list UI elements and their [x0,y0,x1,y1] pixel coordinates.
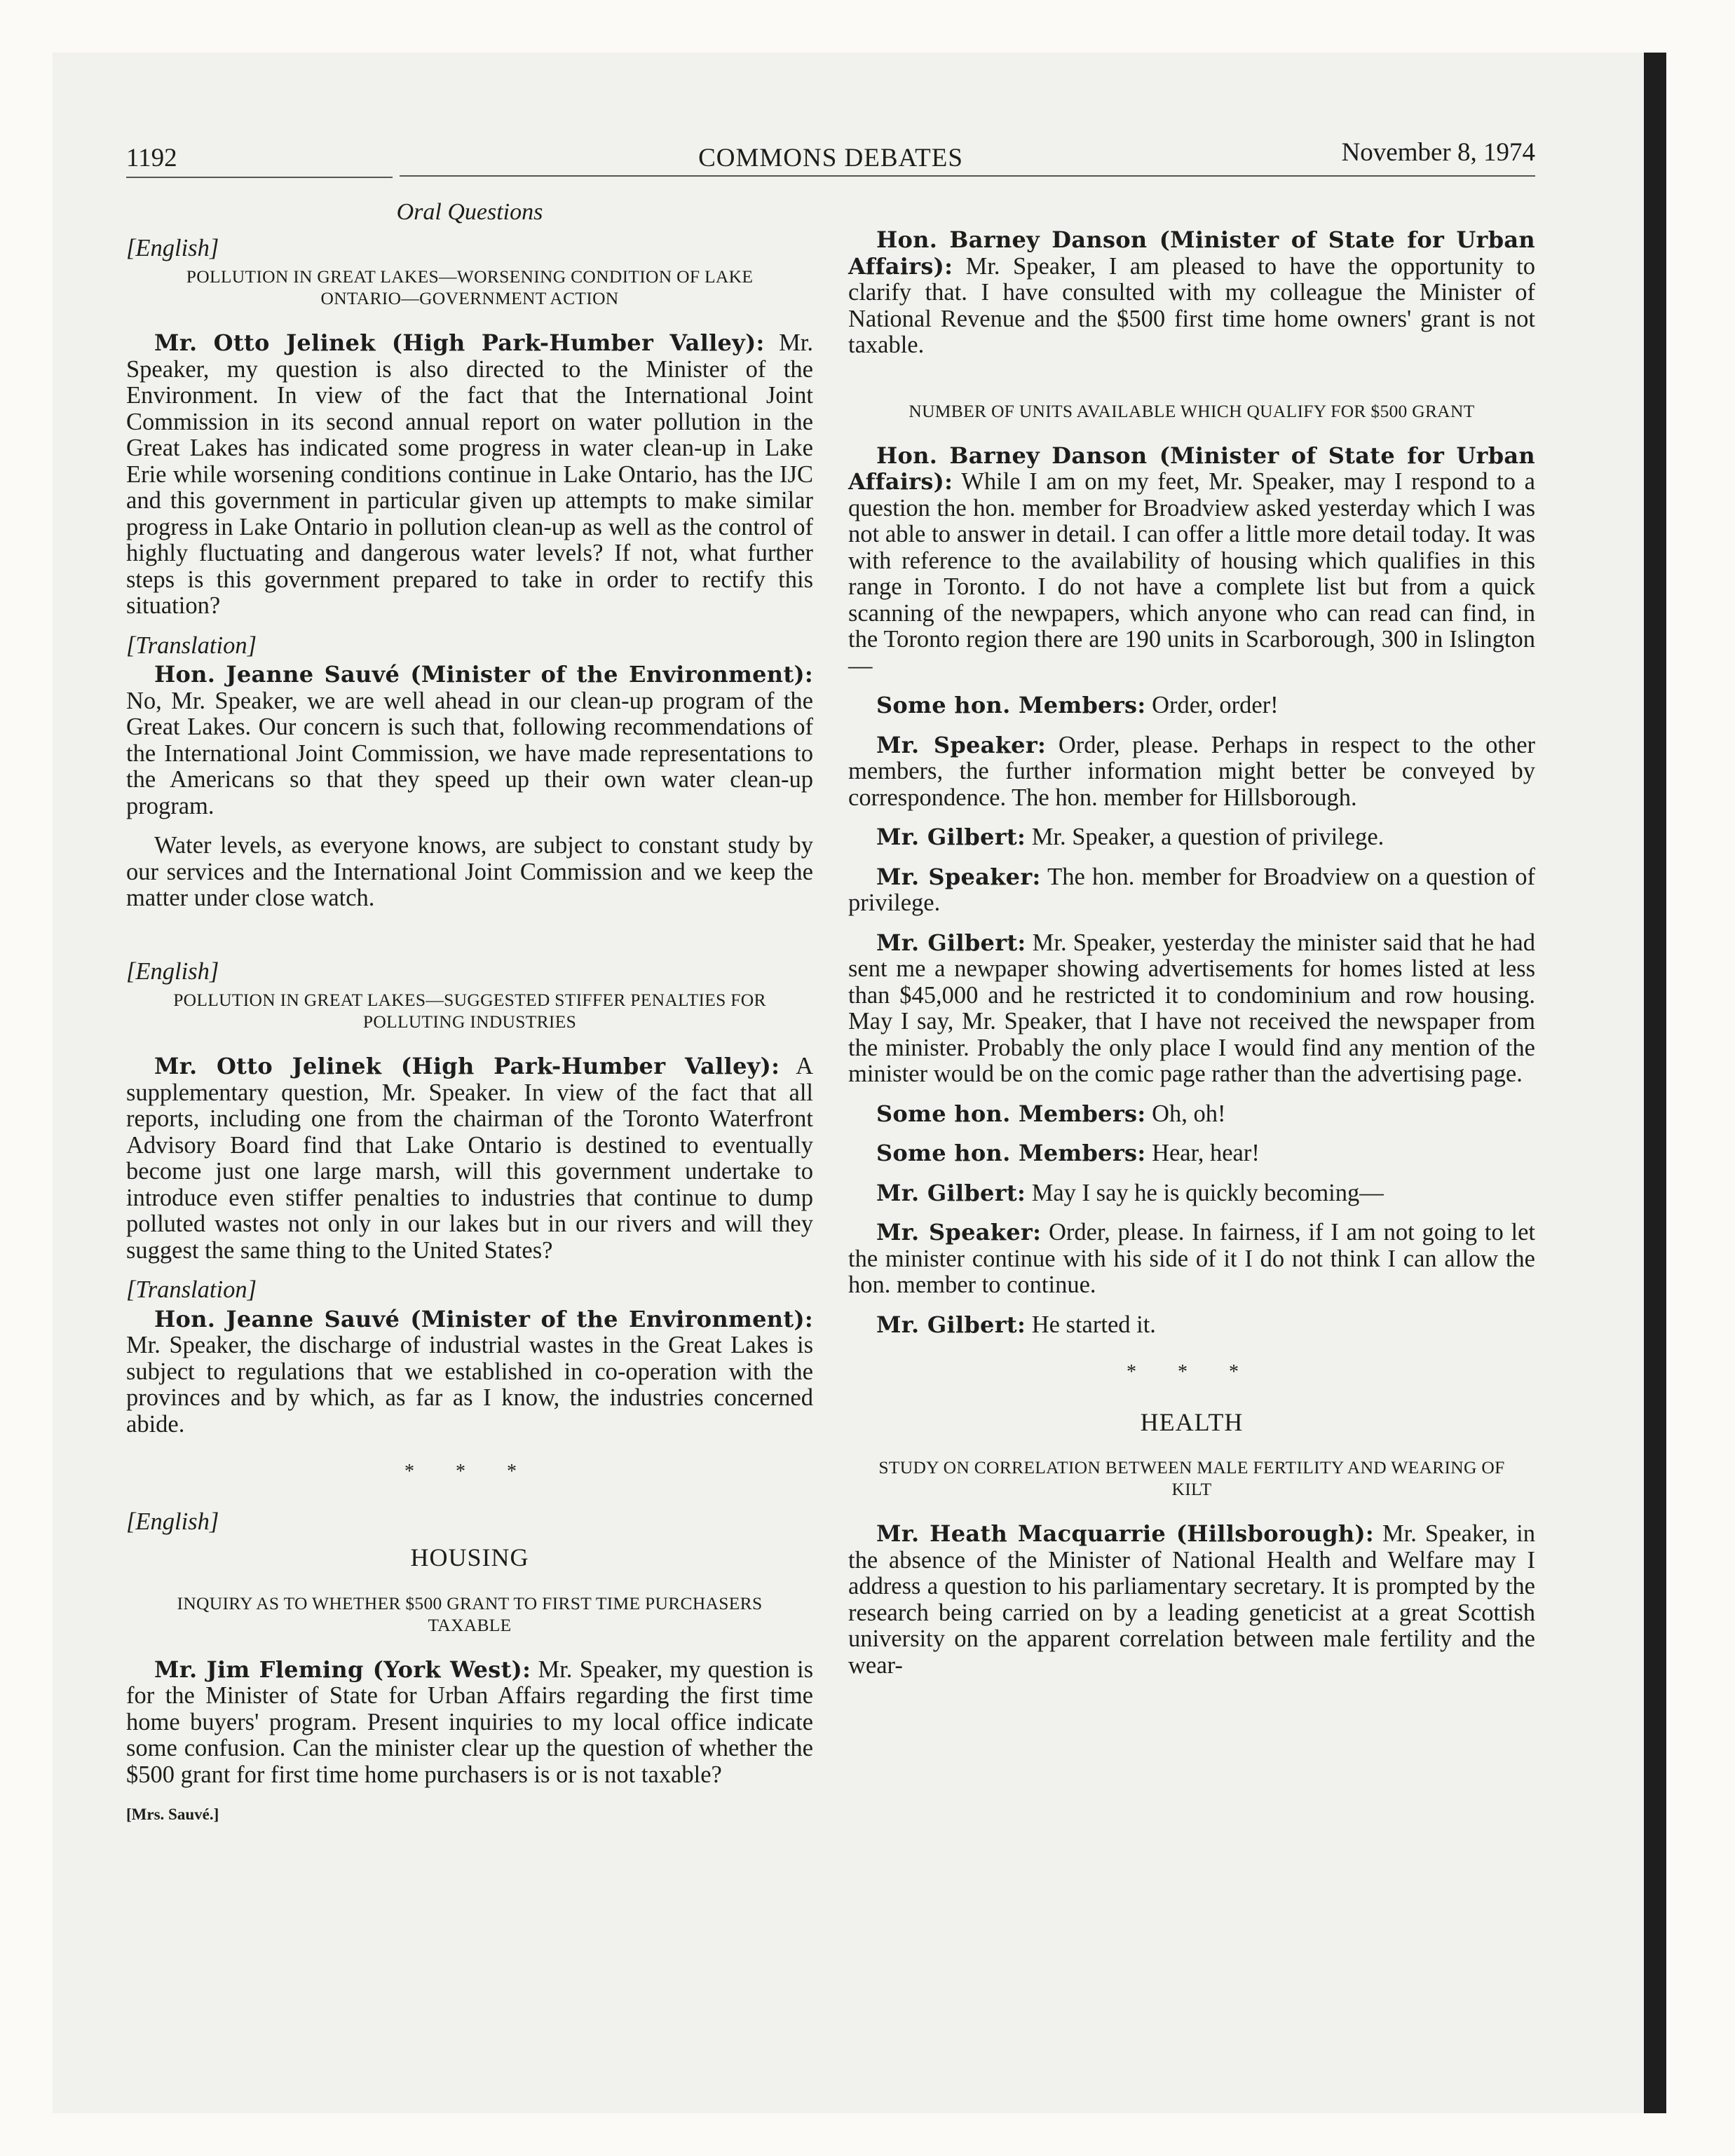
speaker-name: Mr. Gilbert: [876,1311,1026,1338]
speaker-footnote: [Mrs. Sauvé.] [126,1806,219,1823]
section-break-stars: * * * [1127,1361,1257,1383]
header-rule-left [126,177,393,178]
speech-text: Mr. Speaker, in the absence of the Minister of National Health and Welfare may I address a question to his parliamentary secretary. It is prompted by the research being carried on by a leading geneticist at a great Scottish university on the apparent correlation between male fertility and the wear- [848,1520,1535,1679]
subject-heading-health: HEALTH [1140,1407,1244,1436]
language-marker: [English] [126,1508,219,1535]
scan-edge-bar [1644,53,1666,2113]
speech-text: Mr. Speaker, I am pleased to have the opportunity to clarify that. I have consulted with my colleague the Minister of National Revenue and the $500 first time home owners' grant is not taxable. [848,252,1535,358]
running-head: Oral Questions [396,199,543,225]
page-header [126,137,1535,179]
speech-text: Mr. Speaker, a question of privilege. [1026,824,1384,850]
speaker-name: Mr. Jim Fleming (York West): [154,1656,531,1683]
speaker-name: Mr. Speaker: [876,731,1047,758]
speech-paragraph [848,732,1535,812]
speech-text: Mr. Speaker, my question is for the Minister of State for Urban Affairs regarding the first time home buyers' program. Present inquiries to my local office indicate some confusion. Can the minister clear up the question of whether the $500 grant for first time home purchasers is or is not taxable? [126,1656,814,1788]
speech-paragraph [848,227,1535,359]
speech-text: Hear, hear! [1145,1140,1260,1166]
speech-text: Oh, oh! [1145,1100,1226,1127]
speech-paragraph [848,1101,1535,1128]
speaker-name: Some hon. Members: [876,1100,1146,1127]
speech-paragraph [848,443,1535,680]
publication-title: COMMONS DEBATES [698,144,963,172]
publication-date: November 8, 1974 [1341,138,1535,167]
right-column [848,227,1535,1692]
speech-paragraph [848,864,1535,917]
speaker-name: Hon. Jeanne Sauvé (Minister of the Environment): [154,661,813,688]
speech-text: A supplementary question, Mr. Speaker. In view of the fact that all reports, including one from the chairman of the Toronto Waterfront Advisory Board find that Lake Ontario is destined to eventually become just one large marsh, will this government undertake to introduce even stiffer penalties to industries that continue to dump polluted wastes not only in our lakes but in our rivers and will they suggest the same thing to the United States? [126,1053,813,1264]
speaker-name: Hon. Barney Danson (Minister of State for Urban Affairs): [848,226,1535,280]
speech-paragraph [848,1140,1535,1167]
speaker-name: Some hon. Members: [876,1140,1146,1166]
speech-paragraph: Water levels, as everyone knows, are subject to constant study by our services and the International Joint Commission and we keep the matter under close watch. [126,832,813,911]
speaker-name: Mr. Gilbert: [876,1179,1026,1206]
section-heading: INQUIRY AS TO WHETHER $500 GRANT TO FIRST TIME PURCHASERS TAXABLE [177,1592,763,1635]
speech-paragraph [848,1312,1535,1339]
speaker-name: Mr. Otto Jelinek (High Park-Humber Valley): [154,1053,780,1079]
speech-text: Order, please. In fairness, if I am not going to let the minister continue with his side of it I do not think I can allow the hon. member to continue. [848,1219,1535,1298]
speech-paragraph [126,1306,813,1438]
speech-text: The hon. member for Broadview on a question of privilege. [848,863,1535,916]
header-rule-right [400,175,1535,177]
speaker-name: Hon. Jeanne Sauvé (Minister of the Environment): [154,1305,813,1332]
subject-heading-housing: HOUSING [410,1543,529,1571]
speaker-name: Some hon. Members: [876,692,1146,718]
language-marker: [Translation] [126,1276,257,1303]
speech-text: Mr. Speaker, my question is also directed to the Minister of the Environment. In view of the fact that the International Joint Commission in its second annual report on water pollution in the Great Lakes has indicated some progress in water clean-up in Lake Erie while worsening conditions continue in Lake Ontario, has the IJC and this government in particular given up attempts to make similar progress in Lake Ontario in pollution clean-up as well as the control of highly fluctuating and dangerous water levels? If not, what further steps is this government prepared to take in order to rectify this situation? [126,329,813,619]
speech-text: Mr. Speaker, yesterday the minister said that he had sent me a newpaper showing advertisements for homes listed at less than $45,000 and he restricted it to condominium and row housing. May I say, Mr. Speaker, that I have not received the newspaper from the minister. Probably the only place I would find any mention of the minister would be on the comic page rather than the advertising page. [848,929,1535,1087]
page-number: 1192 [126,144,177,172]
language-marker: [English] [126,234,219,261]
speech-paragraph [848,1521,1535,1679]
speaker-name: Mr. Speaker: [876,863,1041,890]
speech-paragraph [848,1180,1535,1207]
speaker-name: Hon. Barney Danson (Minister of State for Urban Affairs): [848,442,1535,495]
speech-paragraph [126,1053,813,1264]
speech-paragraph [848,692,1535,719]
left-column [126,199,813,1828]
speech-text: Order, please. Perhaps in respect to the other members, the further information might better be conveyed by correspondence. The hon. member for Hillsborough. [848,731,1535,811]
language-marker: [English] [126,957,219,985]
speech-paragraph [126,1657,813,1789]
section-break-stars: * * * [404,1461,535,1482]
speaker-name: Mr. Gilbert: [876,824,1026,850]
speech-text: Mr. Speaker, the discharge of industrial wastes in the Great Lakes is subject to regulations that we established in co-operation with the provinces and by which, as far as I know, the industries concerned abide. [126,1332,813,1438]
speech-paragraph [848,930,1535,1088]
section-heading: POLLUTION IN GREAT LAKES—SUGGESTED STIFFER PENALTIES FOR POLLUTING INDUSTRIES [173,990,766,1032]
speech-text: He started it. [1026,1311,1156,1338]
section-heading: STUDY ON CORRELATION BETWEEN MALE FERTILITY AND WEARING OF KILT [878,1457,1505,1499]
speech-paragraph [848,824,1535,851]
section-heading: POLLUTION IN GREAT LAKES—WORSENING CONDITION OF LAKE ONTARIO—GOVERNMENT ACTION [186,266,754,308]
speech-paragraph [126,662,813,819]
speech-paragraph [848,1220,1535,1299]
speaker-name: Mr. Speaker: [876,1219,1042,1246]
speech-text: No, Mr. Speaker, we are well ahead in our clean-up program of the Great Lakes. Our concern is such that, following recommendations of the International Joint Commission, we have made representations to the Americans so that they speed up their own water clean-up program. [126,687,813,819]
speaker-name: Mr. Heath Macquarrie (Hillsborough): [876,1520,1374,1547]
language-marker: [Translation] [126,632,257,659]
speech-text: May I say he is quickly becoming— [1026,1179,1384,1206]
speech-text: Order, order! [1145,692,1279,718]
speaker-name: Mr. Otto Jelinek (High Park-Humber Valley): [154,329,765,356]
speaker-name: Mr. Gilbert: [876,929,1026,956]
speech-paragraph [126,330,813,620]
section-heading: NUMBER OF UNITS AVAILABLE WHICH QUALIFY FOR $500 GRANT [909,400,1475,421]
speech-text: While I am on my feet, Mr. Speaker, may I respond to a question the hon. member for Broadview asked yesterday which I was not able to answer in detail. I can offer a little more detail today. It was with reference to the availability of housing which qualifies in this range in Toronto. I do not have a complete list but from a quick scanning of the newpapers, which anyone who can read can find, in the Toronto region there are 190 units in Scarborough, 300 in Islington— [848,468,1535,679]
